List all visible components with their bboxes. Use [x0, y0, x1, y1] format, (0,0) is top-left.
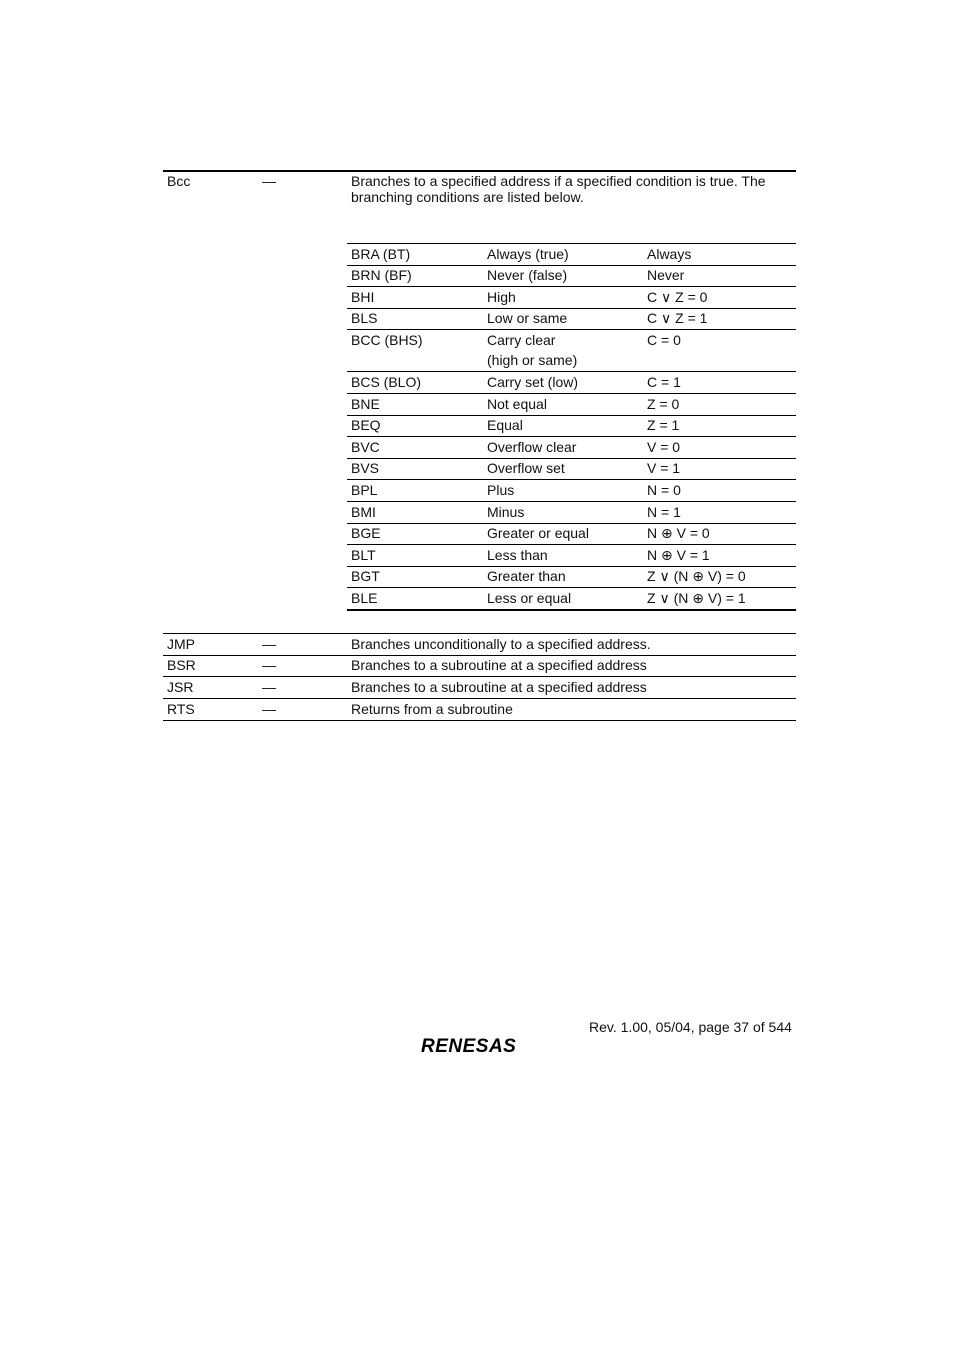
condition-mnemonic: BCS (BLO) [351, 373, 422, 390]
condition-mnemonic: BNE [351, 395, 380, 412]
conditions-row-rule [347, 501, 796, 502]
conditions-row-rule [347, 458, 796, 459]
condition-expression: Z = 0 [647, 395, 680, 412]
condition-description: Overflow set [487, 460, 565, 477]
condition-description: Always (true) [487, 245, 569, 262]
instruction-name-bcc: Bcc [167, 173, 191, 189]
condition-description: Less or equal [487, 589, 572, 606]
condition-expression: Always [647, 245, 692, 262]
condition-description: Carry set (low) [487, 373, 579, 390]
instruction-dash: — [262, 657, 276, 674]
instructions-rule [163, 720, 796, 721]
condition-expression: Z ∨ (N ⊕ V) = 1 [647, 589, 746, 606]
condition-mnemonic: BMI [351, 503, 376, 520]
conditions-row-rule [347, 265, 796, 266]
condition-mnemonic: BHI [351, 288, 375, 305]
conditions-row-rule [347, 393, 796, 394]
instruction-description: Branches to a subroutine at a specified address [351, 657, 647, 674]
condition-expression: C ∨ Z = 0 [647, 288, 708, 305]
instruction-name: JMP [167, 635, 195, 652]
condition-expression: N = 0 [647, 481, 681, 498]
conditions-row-rule [347, 479, 796, 480]
condition-mnemonic: BRN (BF) [351, 267, 412, 284]
condition-mnemonic: BGE [351, 525, 381, 542]
instruction-description-bcc: Branches to a specified address if a specified condition is true. The branching conditions are listed below. [351, 173, 766, 205]
condition-expression: V = 1 [647, 460, 681, 477]
conditions-row-rule [347, 415, 796, 416]
condition-description: Minus [487, 503, 525, 520]
condition-description-continued: (high or same) [487, 351, 578, 368]
condition-mnemonic: BGT [351, 568, 380, 585]
instruction-dash: — [262, 678, 276, 695]
condition-expression: Z ∨ (N ⊕ V) = 0 [647, 568, 746, 585]
conditions-row-rule [347, 286, 796, 287]
condition-mnemonic: BCC (BHS) [351, 331, 423, 348]
condition-mnemonic: BLS [351, 310, 378, 327]
conditions-row-rule [347, 544, 796, 545]
condition-description: Less than [487, 546, 548, 563]
condition-description: Low or same [487, 310, 568, 327]
condition-description: Never (false) [487, 267, 568, 284]
svg-text:RENESAS: RENESAS [421, 1036, 517, 1055]
condition-expression: Never [647, 267, 685, 284]
condition-mnemonic: BLT [351, 546, 376, 563]
instruction-dash-bcc: — [262, 173, 276, 189]
condition-description: Greater or equal [487, 525, 589, 542]
conditions-row-rule [347, 609, 796, 611]
condition-mnemonic: BLE [351, 589, 378, 606]
instruction-description: Branches to a subroutine at a specified address [351, 678, 647, 695]
condition-expression: Z = 1 [647, 417, 680, 434]
table-top-rule [163, 170, 796, 172]
condition-mnemonic: BVS [351, 460, 380, 477]
condition-mnemonic: BRA (BT) [351, 245, 411, 262]
condition-description: Not equal [487, 395, 547, 412]
condition-description: Equal [487, 417, 523, 434]
condition-expression: N ⊕ V = 1 [647, 546, 710, 563]
condition-description: Greater than [487, 568, 566, 585]
condition-expression: C = 0 [647, 331, 681, 348]
condition-expression: N ⊕ V = 0 [647, 525, 710, 542]
condition-mnemonic: BVC [351, 438, 380, 455]
renesas-logo [421, 1035, 541, 1058]
instruction-dash: — [262, 635, 276, 652]
instruction-description: Returns from a subroutine [351, 700, 513, 717]
conditions-top-rule [347, 243, 796, 244]
instruction-name: JSR [167, 678, 194, 695]
instruction-dash: — [262, 700, 276, 717]
page-footer-info: Rev. 1.00, 05/04, page 37 of 544 [589, 1019, 792, 1035]
instruction-name: RTS [167, 700, 195, 717]
condition-expression: C ∨ Z = 1 [647, 310, 708, 327]
condition-expression: C = 1 [647, 373, 681, 390]
condition-expression: V = 0 [647, 438, 681, 455]
instruction-name: BSR [167, 657, 196, 674]
condition-expression: N = 1 [647, 503, 681, 520]
condition-description: Overflow clear [487, 438, 577, 455]
instruction-description: Branches unconditionally to a specified address. [351, 635, 651, 652]
condition-mnemonic: BEQ [351, 417, 381, 434]
conditions-row-rule [347, 308, 796, 309]
condition-mnemonic: BPL [351, 481, 378, 498]
condition-description: Carry clear [487, 331, 556, 348]
condition-description: Plus [487, 481, 515, 498]
condition-description: High [487, 288, 516, 305]
